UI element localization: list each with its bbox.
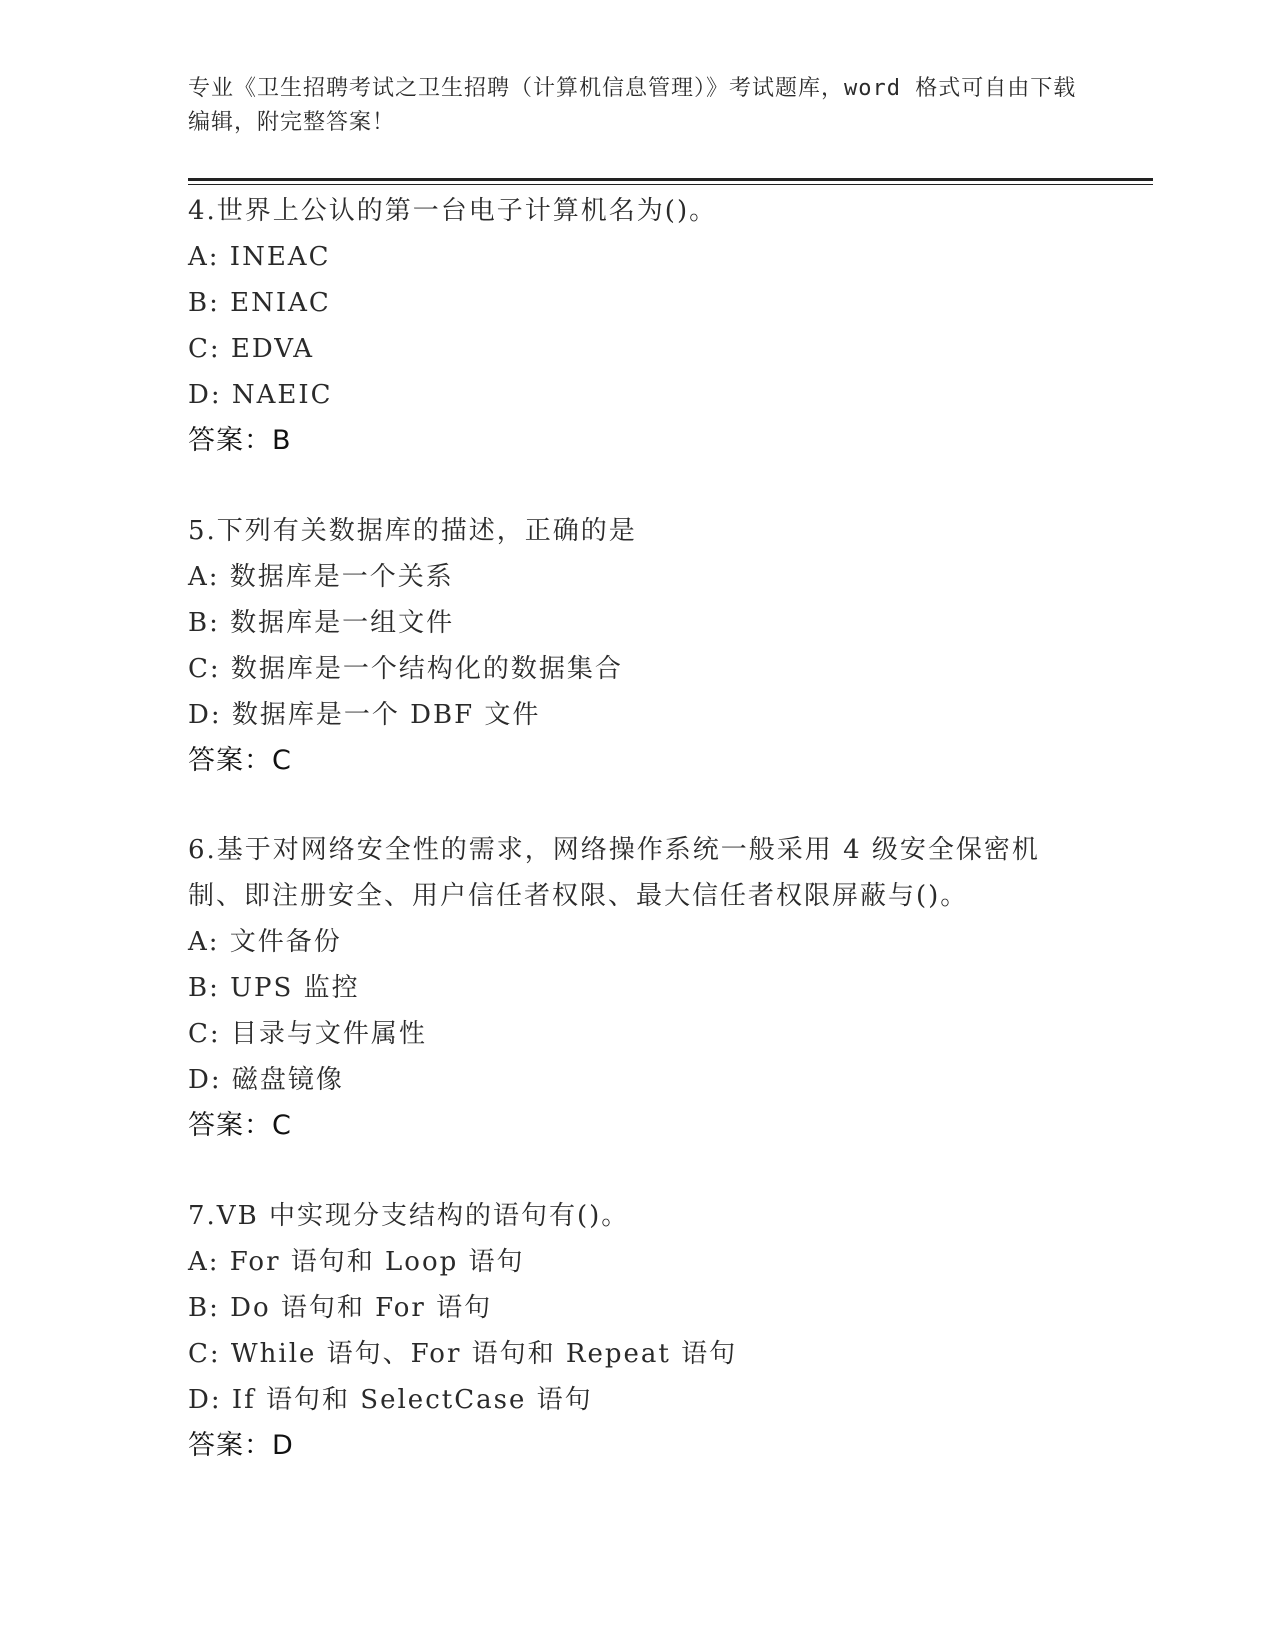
question-4 bbox=[188, 188, 1088, 464]
question-text: 5.下列有关数据库的描述，正确的是 bbox=[188, 516, 637, 546]
question-7 bbox=[188, 1193, 1088, 1469]
option-d: D: NAEIC bbox=[188, 380, 333, 410]
answer: 答案：C bbox=[188, 745, 292, 776]
option-a: A: 数据库是一个关系 bbox=[188, 562, 454, 592]
question-text: 7.VB 中实现分支结构的语句有()。 bbox=[188, 1201, 630, 1231]
question-text: 6.基于对网络安全性的需求，网络操作系统一般采用 4 级安全保密机制、即注册安全、用户信任者权限、最大信任者权限屏蔽与()。 bbox=[188, 835, 1040, 911]
question-text: 4.世界上公认的第一台电子计算机名为()。 bbox=[188, 196, 718, 226]
option-b: B: Do 语句和 For 语句 bbox=[188, 1293, 493, 1323]
option-b: B: 数据库是一组文件 bbox=[188, 608, 455, 638]
question-6 bbox=[188, 827, 1088, 1149]
option-a: A: INEAC bbox=[188, 242, 331, 272]
option-d: D: 磁盘镜像 bbox=[188, 1065, 344, 1095]
header-divider-thin bbox=[188, 184, 1153, 185]
option-c: C: 数据库是一个结构化的数据集合 bbox=[188, 654, 623, 684]
option-d: D: If 语句和 SelectCase 语句 bbox=[188, 1385, 593, 1415]
header-divider-thick bbox=[188, 178, 1153, 181]
answer: 答案：B bbox=[188, 425, 292, 456]
option-c: C: 目录与文件属性 bbox=[188, 1019, 427, 1049]
answer: 答案：D bbox=[188, 1430, 294, 1461]
answer: 答案：C bbox=[188, 1110, 292, 1141]
option-a: A: For 语句和 Loop 语句 bbox=[188, 1247, 525, 1277]
option-c: C: While 语句、For 语句和 Repeat 语句 bbox=[188, 1339, 738, 1369]
question-5 bbox=[188, 508, 1088, 784]
option-d: D: 数据库是一个 DBF 文件 bbox=[188, 700, 541, 730]
document-intro: 专业《卫生招聘考试之卫生招聘（计算机信息管理）》考试题库，word 格式可自由下载编辑，附完整答案！ bbox=[188, 76, 1077, 135]
option-c: C: EDVA bbox=[188, 334, 315, 364]
option-a: A: 文件备份 bbox=[188, 927, 342, 957]
option-b: B: ENIAC bbox=[188, 288, 331, 318]
option-b: B: UPS 监控 bbox=[188, 973, 360, 1003]
